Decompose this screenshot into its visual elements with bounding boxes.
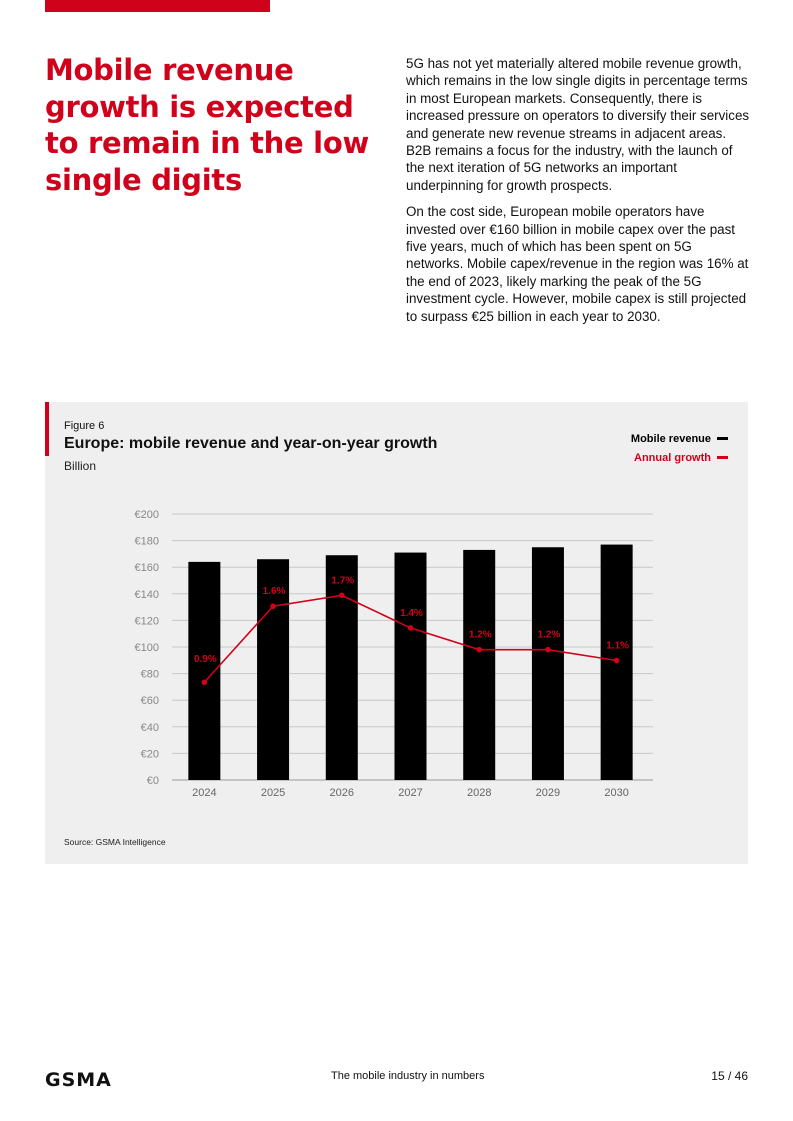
x-tick-label: 2027: [398, 787, 423, 799]
growth-point: [614, 658, 620, 664]
growth-data-label: 1.2%: [537, 629, 561, 641]
growth-data-label: 1.7%: [331, 575, 355, 587]
growth-data-label: 0.9%: [193, 654, 217, 666]
growth-point: [545, 647, 551, 653]
y-tick-label: €160: [134, 562, 159, 575]
figure-source: Source: GSMA Intelligence: [64, 837, 166, 847]
top-accent-bar: [45, 0, 270, 12]
figure-unit: Billion: [64, 459, 97, 473]
figure-label: Figure 6: [64, 420, 105, 432]
y-tick-label: €0: [146, 775, 159, 787]
body-text: [406, 55, 751, 334]
growth-data-label: 1.1%: [606, 640, 630, 652]
revenue-bar: [395, 553, 427, 780]
growth-point: [202, 679, 208, 685]
growth-point: [339, 593, 345, 599]
page-number: 15 / 46: [711, 1069, 748, 1083]
revenue-bar: [326, 555, 358, 780]
growth-point: [476, 647, 482, 653]
legend-label-revenue: Mobile revenue: [630, 432, 711, 445]
x-tick-label: 2025: [260, 787, 286, 799]
x-tick-label: 2024: [192, 787, 217, 799]
y-tick-label: €80: [140, 668, 159, 681]
revenue-bar: [532, 547, 564, 780]
growth-point: [270, 603, 276, 609]
x-tick-label: 2028: [466, 787, 492, 799]
footer-title: The mobile industry in numbers: [331, 1070, 485, 1082]
y-tick-label: €60: [140, 695, 159, 708]
growth-point: [408, 625, 414, 631]
y-tick-label: €180: [134, 535, 159, 548]
legend-label-growth: Annual growth: [634, 451, 711, 464]
y-tick-label: €140: [134, 588, 159, 601]
gsma-logo: GSMA: [45, 1069, 112, 1091]
growth-data-label: 1.2%: [468, 629, 492, 641]
growth-data-label: 1.4%: [400, 607, 423, 619]
y-tick-label: €200: [134, 509, 159, 521]
page-headline: Mobile revenue growth is expected to remain in the low single digits: [45, 53, 369, 197]
x-tick-label: 2029: [535, 787, 561, 799]
x-tick-label: 2030: [604, 787, 629, 799]
growth-data-label: 1.6%: [262, 586, 286, 598]
figure-panel: [45, 402, 748, 864]
y-tick-label: €20: [140, 748, 159, 761]
paragraph-2: On the cost side, European mobile operators have invested over €160 billion in mobile capex over the past five years, much of which has been spent on 5G networks. Mobile capex/revenue in the region was 16% at the end of 2023, likely marking the peak of the 5G investment cycle. However, mobile capex is still projected to surpass €25 billion in each year to 2030.: [406, 204, 749, 324]
y-tick-label: €100: [134, 642, 159, 654]
y-tick-label: €120: [134, 615, 159, 628]
revenue-bar: [463, 550, 495, 780]
y-tick-label: €40: [140, 721, 159, 734]
revenue-growth-chart: [45, 402, 748, 864]
paragraph-1: 5G has not yet materially altered mobile revenue growth, which remains in the low single digits in percentage terms in most European markets. Consequently, there is increased pressure on operators to diversify their services and generate new revenue streams in adjacent areas. B2B remains a focus for the industry, with the launch of the next iteration of 5G networks an important underpinning for growth prospects.: [406, 56, 750, 193]
x-tick-label: 2026: [329, 787, 355, 799]
figure-title: Europe: mobile revenue and year-on-year growth: [64, 435, 438, 452]
